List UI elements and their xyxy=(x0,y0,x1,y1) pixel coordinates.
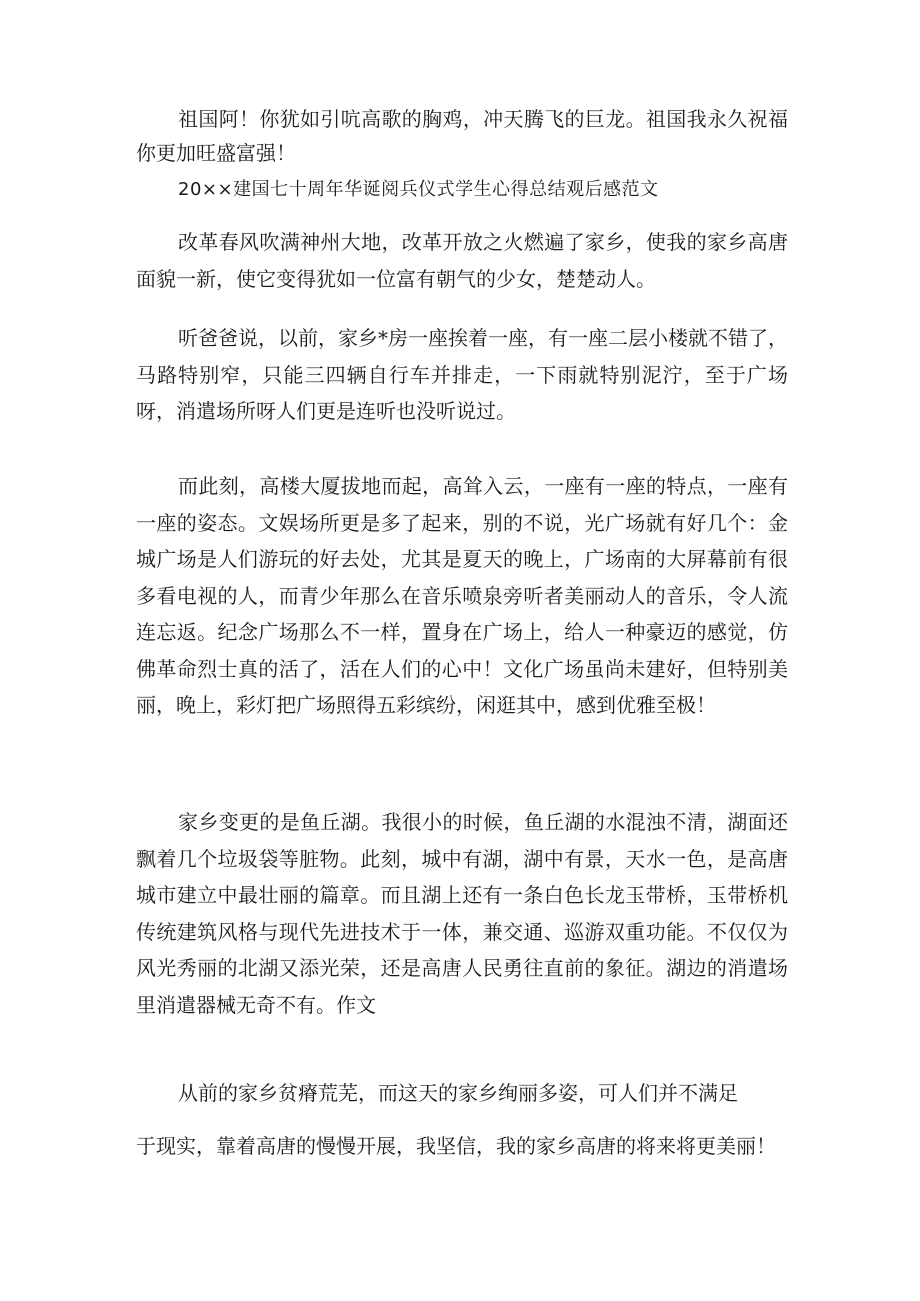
paragraph-future-line2: 于现实，靠着高唐的慢慢开展，我坚信，我的家乡高唐的将来将更美丽！ xyxy=(136,1134,776,1158)
paragraph-reform: 改革春风吹满神州大地，改革开放之火燃遍了家乡，使我的家乡高唐面貌一新，使它变得犹如一位富有朝气的少女，楚楚动人。 xyxy=(136,230,788,291)
essay-title: 20××建国七十周年华诞阅兵仪式学生心得总结观后感范文 xyxy=(178,179,659,200)
paragraph-lake: 家乡变更的是鱼丘湖。我很小的时候，鱼丘湖的水混浊不清，湖面还飘着几个垃圾袋等脏物。此刻，城中有湖，湖中有景，天水一色，是高唐城市建立中最壮丽的篇章。而且湖上还有一条白色长龙玉带桥，玉带桥机传统建筑风格与现代先进技术于一体，兼交通、巡游双重功能。不仅仅为风光秀丽的北湖又添光荣，还是高唐人民勇往直前的象征。湖边的消遣场里消遣器械无奇不有。作文 xyxy=(136,810,788,1017)
paragraph-future-line1: 从前的家乡贫瘠荒芜，而这天的家乡绚丽多姿，可人们并不满足 xyxy=(178,1081,738,1105)
paragraph-closing-praise: 祖国阿！你犹如引吭高歌的胸鸡，冲天腾飞的巨龙。祖国我永久祝福你更加旺盛富强！ xyxy=(136,107,788,165)
paragraph-past: 听爸爸说，以前，家乡*房一座挨着一座，有一座二层小楼就不错了，马路特别窄，只能三四辆自行车并排走，一下雨就特别泥泞，至于广场呀，消遣场所呀人们更是连听也没听说过。 xyxy=(136,326,788,423)
paragraph-present: 而此刻，高楼大厦拔地而起，高耸入云，一座有一座的特点，一座有一座的姿态。文娱场所更是多了起来，别的不说，光广场就有好几个：金城广场是人们游玩的好去处，尤其是夏天的晚上，广场南的大屏幕前有很多看电视的人，而青少年那么在音乐喷泉旁听者美丽动人的音乐，令人流连忘返。纪念广场那么不一样，置身在广场上，给人一种豪迈的感觉，仿佛革命烈士真的活了，活在人们的心中！文化广场虽尚未建好，但特别美丽，晚上，彩灯把广场照得五彩缤纷，闲逛其中，感到优雅至极！ xyxy=(136,474,788,717)
